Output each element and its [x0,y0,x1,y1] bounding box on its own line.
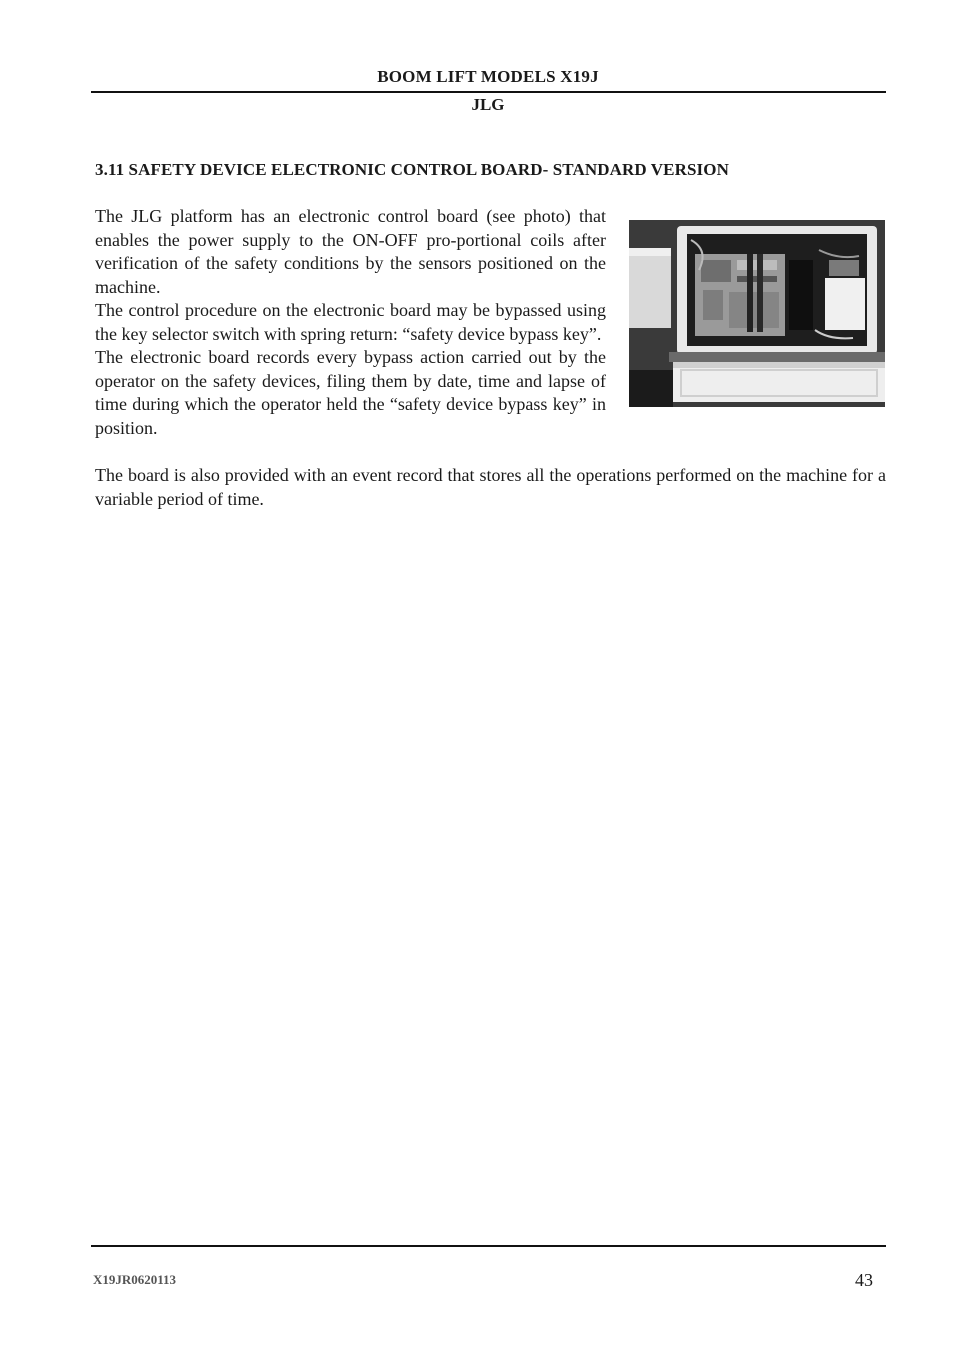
wrapped-text-block [95,205,606,440]
paragraph-event-record: The board is also provided with an event record that stores all the operations performed on the machine for a variable period of time. [95,465,886,509]
footer-rule [91,1245,886,1247]
paragraph-bypass: The control procedure on the electronic board may be bypassed using the key selector switch with spring return: “safety device bypass key”. [95,300,606,344]
full-width-text-block [95,464,886,511]
page-number: 43 [855,1270,873,1290]
header-brand: JLG [471,95,505,114]
photo-control-board [629,220,885,407]
section-title: 3.11 SAFETY DEVICE ELECTRONIC CONTROL BOARD- STANDARD VERSION [95,160,729,179]
header-title: BOOM LIFT MODELS X19J [377,67,599,86]
header-rule [91,91,886,93]
paragraph-intro: The JLG platform has an electronic control board (see photo) that enables the power supply to the ON-OFF pro-portional coils after verification of the safety conditions by the sensors positioned on the machine. [95,206,606,297]
footer-doc-code: X19JR0620113 [93,1272,177,1287]
paragraph-recording: The electronic board records every bypass action carried out by the operator on the safety devices, filing them by date, time and lapse of time during which the operator held the “safety device bypass key” in position. [95,347,606,438]
